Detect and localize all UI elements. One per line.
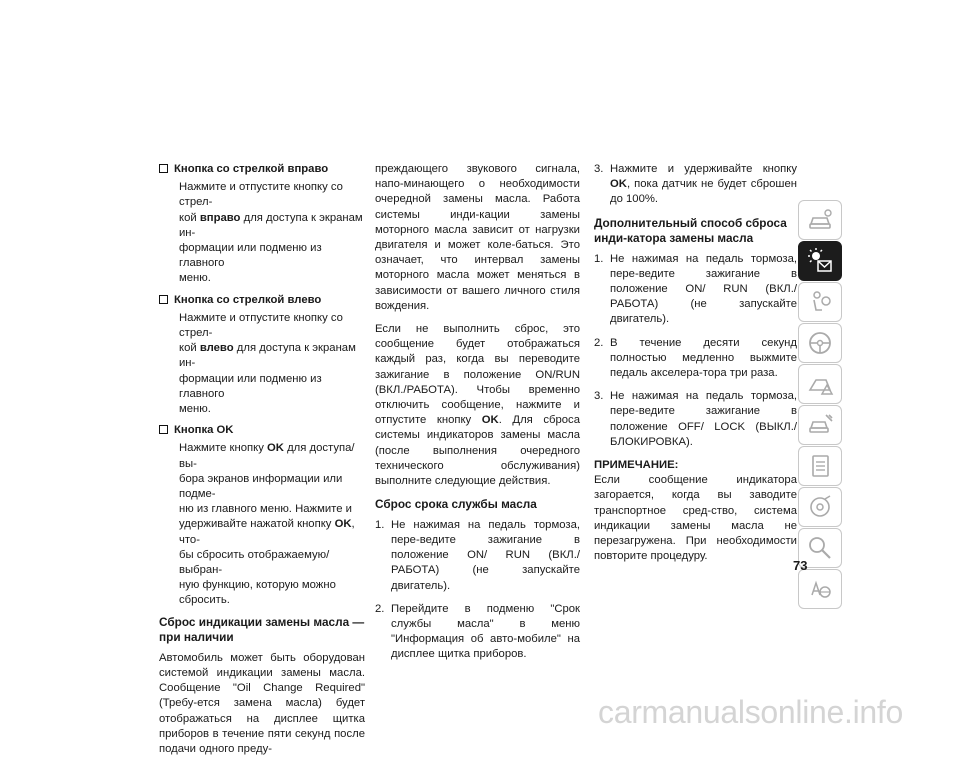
paragraph-oil-intro: Автомобиль может быть оборудован системой индикации замены масла. Сообщение "Oil Change Required" (Требу-ется замена масла) будет отображаться на дисплее щитка приборов в течение пяти секунд после подачи одного преду- xyxy=(159,651,365,755)
safety-airbag-icon xyxy=(806,288,834,316)
bullet-ok-body: Нажмите кнопку OK для доступа/вы- бора экранов информации или подме- ню из главного меню. Нажмите и удерживайте нажатой кнопку OK, что- бы сбросить отображаемую/выбран- ную функцию, которую можно сбросить. xyxy=(179,442,355,607)
list-item: 3. Нажмите и удерживайте кнопку OK, пока датчик не будет сброшен до 100%. xyxy=(594,163,797,206)
column-1 xyxy=(159,162,365,765)
square-bullet-icon xyxy=(159,295,168,304)
section-title-oil-life-reset: Сброс срока службы масла xyxy=(375,497,537,512)
section-title-oil-reset: Сброс индикации замены масла — при наличии xyxy=(159,614,365,645)
paragraph-oil-continued: преждающего звукового сигнала, напо-минающего о необходимости очередной замены масла. Работа системы инди-кации замены моторного масла зависит от нагрузки двигателя и может коле-баться. Это означает, что интервал замены моторного масла может меняться в зависимости от вашего личного стиля вождения. xyxy=(375,163,580,312)
steering-wheel-icon xyxy=(806,329,834,357)
tab-maintenance[interactable] xyxy=(798,446,842,486)
emergency-triangle-icon xyxy=(806,370,834,398)
bullet-left-arrow-body: Нажмите и отпустите кнопку со стрел- кой влево для доступа к экранам ин- формации или подменю из главного меню. xyxy=(179,311,356,416)
tab-safety[interactable] xyxy=(798,282,842,322)
page-number: 73 xyxy=(793,558,808,573)
list-item: 1. Не нажимая на педаль тормоза, пере-ведите зажигание в положение ON/ RUN (ВКЛ./РАБОТА) (не запускайте двигатель). xyxy=(594,252,797,326)
tab-service[interactable] xyxy=(798,405,842,445)
chapter-tabs xyxy=(798,200,842,610)
car-service-icon xyxy=(806,411,834,439)
multimedia-icon xyxy=(806,493,834,521)
note-title: ПРИМЕЧАНИЕ: xyxy=(594,459,679,472)
note-text: Если сообщение индикатора загорается, когда вы заводите транспортное сред-ство, система индикации замены масла не перезагружена. При необходимости повторите процедуру. xyxy=(594,474,797,563)
list-item: 3. Не нажимая на педаль тормоза, пере-ведите зажигание в положение OFF/ LOCK (ВЫКЛ./БЛОКИРОВКА). xyxy=(594,390,797,448)
tab-emergency[interactable] xyxy=(798,364,842,404)
watermark: carmanualsonline.info xyxy=(598,694,903,730)
section-title-alt-reset: Дополнительный способ сброса инди-катора замены масла xyxy=(594,215,787,246)
square-bullet-icon xyxy=(159,425,168,434)
bullet-ok-title: Кнопка OK xyxy=(159,423,365,438)
bullet-left-arrow-title: Кнопка со стрелкой влево xyxy=(159,293,365,308)
tab-languages[interactable] xyxy=(798,569,842,609)
bullet-right-arrow-title: Кнопка со стрелкой вправо xyxy=(159,162,365,177)
language-icon xyxy=(806,575,834,603)
column-2 xyxy=(375,162,580,671)
tab-car-info[interactable] xyxy=(798,200,842,240)
list-item: 2. Перейдите в подменю "Срок службы масла" в меню "Информация об авто-мобиле" на дисплее щитка приборов. xyxy=(375,602,580,661)
maintenance-list-icon xyxy=(806,452,834,480)
list-item: 1. Не нажимая на педаль тормоза, пере-ведите зажигание в положение ON/ RUN (ВКЛ./РАБОТА) (не запускайте двигатель). xyxy=(375,518,580,592)
search-index-icon xyxy=(806,534,834,562)
square-bullet-icon xyxy=(159,164,168,173)
car-info-icon xyxy=(806,206,834,234)
tab-multimedia[interactable] xyxy=(798,487,842,527)
paragraph-reset-info: Если не выполнить сброс, это сообщение будет отображаться каждый раз, когда вы переводите зажигание в положение ON/RUN (ВКЛ./РАБОТА). Чтобы временно отключить сообщение, нажмите и отпустите кнопку OK. Для сброса системы индикаторов замены масла (после выполнения очередного технического обслуживания) выполните следующие действия. xyxy=(375,323,580,488)
warning-lights-icon xyxy=(806,247,834,275)
tab-warning-lights[interactable] xyxy=(798,241,842,281)
tab-driving[interactable] xyxy=(798,323,842,363)
column-3 xyxy=(594,162,797,564)
bullet-right-arrow-body: Нажмите и отпустите кнопку со стрел- кой вправо для доступа к экранам ин- формации или подменю из главного меню. xyxy=(179,181,363,285)
list-item: 2. В течение десяти секунд полностью медленно выжмите педаль акселера-тора три раза. xyxy=(594,336,797,380)
